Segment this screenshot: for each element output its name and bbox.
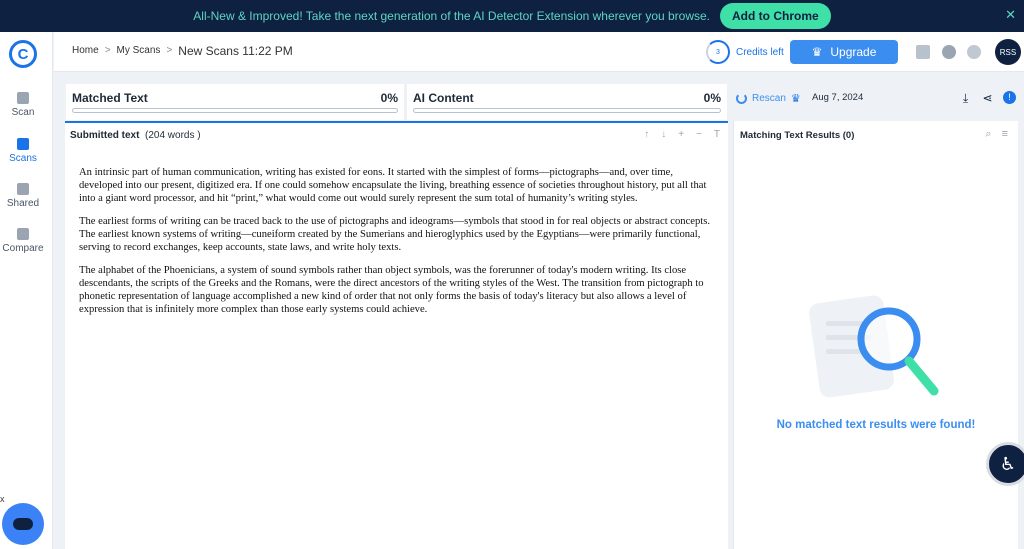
word-count: (204 words ) bbox=[145, 130, 201, 141]
chat-button[interactable] bbox=[2, 503, 44, 545]
zoom-in-icon[interactable]: + bbox=[678, 129, 685, 140]
sidebar-item-compare[interactable] bbox=[0, 228, 46, 254]
tab-percent: 0% bbox=[703, 91, 721, 105]
matching-results-panel bbox=[733, 121, 1018, 549]
tab-ai-content[interactable] bbox=[407, 84, 727, 120]
notification-bell-icon[interactable] bbox=[967, 45, 981, 59]
results-actions bbox=[959, 91, 1016, 104]
info-icon[interactable]: ! bbox=[1003, 91, 1016, 104]
upgrade-button[interactable] bbox=[790, 40, 898, 64]
tab-percent: 0% bbox=[380, 91, 398, 105]
avatar[interactable]: RSS bbox=[995, 39, 1021, 65]
upgrade-label: Upgrade bbox=[830, 45, 877, 59]
add-file-icon bbox=[17, 92, 29, 104]
folder-icon bbox=[17, 138, 29, 150]
sidebar bbox=[0, 32, 53, 549]
chevron-right-icon: > bbox=[166, 45, 173, 56]
apps-grid-icon[interactable] bbox=[916, 45, 930, 59]
close-chat-icon[interactable]: x bbox=[0, 494, 5, 504]
scan-date: Aug 7, 2024 bbox=[812, 92, 864, 103]
arrow-up-icon[interactable]: ↑ bbox=[644, 129, 650, 140]
paragraph: The earliest forms of writing can be traced back to the use of pictographs and ideograms—symbols that stood in for real objects or abstract concepts. The earliest known systems of writing—cuneiform created by the Sumerians and hieroglyphics used by the Egyptians—were primarily functional, serving to record exchanges, keep accounts, state laws, and write holy texts. bbox=[79, 216, 711, 253]
progress-bar bbox=[413, 108, 721, 113]
compare-icon bbox=[17, 228, 29, 240]
sidebar-item-label: Shared bbox=[6, 198, 40, 209]
matching-label: Matching Text Results bbox=[740, 130, 841, 141]
text-format-icon[interactable]: T bbox=[713, 129, 720, 140]
help-icon[interactable] bbox=[942, 45, 956, 59]
tab-matched-text[interactable] bbox=[66, 84, 404, 120]
crown-icon: ♛ bbox=[811, 45, 823, 59]
text-toolbar bbox=[644, 129, 720, 140]
credits-count: 3 bbox=[706, 40, 730, 64]
download-icon[interactable]: ⤓ bbox=[962, 91, 969, 105]
paragraph: An intrinsic part of human communication, writing has existed for eons. It started with the simplest of forms—pictographs—and, over time, developed into our present, digitized era. If one could somehow encapsulate the living, breathing essence of societies throughout history, put all that into a giant word processor, and hit “print,” what would come out would surely represent the sum total of humanity’s writing styles. bbox=[79, 167, 707, 204]
search-icon[interactable]: ⌕ bbox=[985, 128, 992, 140]
tab-title: AI Content bbox=[413, 91, 474, 105]
credits-indicator[interactable] bbox=[706, 40, 784, 64]
matching-count: (0) bbox=[842, 130, 855, 141]
breadcrumb-my-scans[interactable]: My Scans bbox=[116, 45, 161, 56]
promo-banner bbox=[0, 0, 1024, 32]
share-icon[interactable]: ⋖ bbox=[982, 91, 993, 105]
no-results-message: No matched text results were found! bbox=[776, 419, 976, 431]
rescan-label: Rescan bbox=[752, 93, 786, 104]
submitted-text-header bbox=[70, 130, 201, 141]
rescan-button[interactable] bbox=[736, 92, 801, 105]
shared-folder-icon bbox=[17, 183, 29, 195]
chevron-right-icon: > bbox=[104, 45, 111, 56]
crown-icon: ♛ bbox=[790, 93, 801, 105]
copyleaks-logo[interactable]: C bbox=[9, 40, 37, 68]
accessibility-icon[interactable]: ♿ bbox=[986, 442, 1024, 486]
submitted-label: Submitted text bbox=[70, 130, 140, 141]
sidebar-item-label: Compare bbox=[2, 243, 44, 254]
progress-bar bbox=[72, 108, 398, 113]
credits-label: Credits left bbox=[736, 46, 784, 58]
breadcrumb-home[interactable]: Home bbox=[72, 45, 99, 56]
tab-title: Matched Text bbox=[72, 91, 148, 105]
magnifier-illustration bbox=[804, 291, 954, 411]
top-header bbox=[54, 32, 1024, 72]
breadcrumb-current: New Scans 11:22 PM bbox=[178, 44, 293, 58]
sidebar-item-shared[interactable] bbox=[0, 183, 46, 209]
zoom-out-icon[interactable]: − bbox=[696, 129, 702, 140]
filter-icon[interactable]: ≡ bbox=[1001, 128, 1008, 140]
chat-icon bbox=[13, 518, 33, 530]
breadcrumb bbox=[72, 45, 293, 58]
results-toolbar bbox=[730, 84, 1024, 116]
submitted-text-panel bbox=[65, 121, 728, 549]
arrow-down-icon[interactable]: ↓ bbox=[661, 129, 667, 140]
add-to-chrome-button[interactable]: Add to Chrome bbox=[720, 3, 831, 29]
paragraph: The alphabet of the Phoenicians, a system of sound symbols rather than object symbols, was the forerunner of today's modern writing. Its close descendants, the scripts of the Greeks and the Romans, were the direct ancestors of the writing styles of the West. The transition from pictograph to phonetic representation of language accomplished a new kind of order that not only forms the basis of today's literacy but also allows a level of expression that is infinitely more complex than those early systems could achieve. bbox=[79, 265, 704, 315]
sidebar-item-scan[interactable] bbox=[0, 92, 46, 118]
close-icon[interactable]: ✕ bbox=[1005, 7, 1016, 22]
sidebar-item-label: Scans bbox=[9, 153, 37, 164]
banner-text: All-New & Improved! Take the next generation of the AI Detector Extension wherever you browse. bbox=[193, 9, 711, 23]
refresh-icon bbox=[736, 93, 747, 104]
results-tools bbox=[985, 128, 1008, 141]
sidebar-item-label: Scan bbox=[11, 107, 35, 118]
matching-results-header bbox=[740, 130, 854, 141]
document-text bbox=[79, 166, 717, 326]
sidebar-item-scans[interactable] bbox=[0, 138, 46, 164]
